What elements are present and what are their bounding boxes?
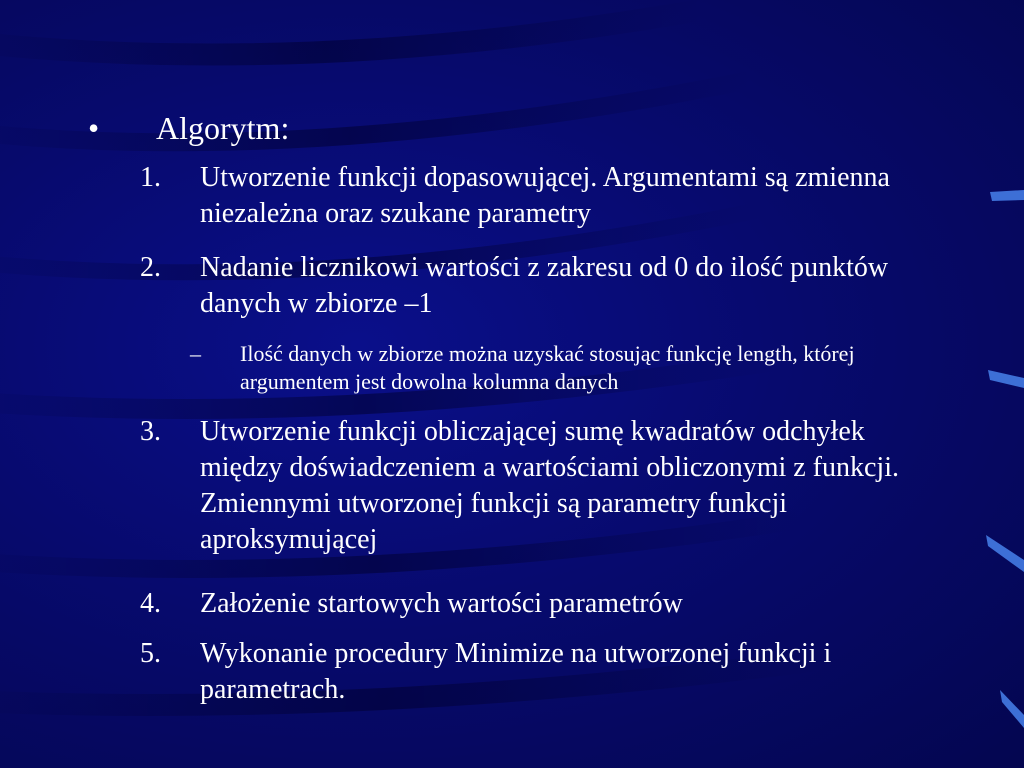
list-item-number: 4. (140, 588, 161, 619)
list-item-number: 1. (140, 162, 161, 193)
list-item-number: 5. (140, 638, 161, 669)
list-item-text: Wykonanie procedury Minimize na utworzonej funkcji i parametrach. (200, 638, 832, 705)
bullet-marker: • (88, 110, 100, 146)
list-item-number: 3. (140, 416, 161, 447)
list-item-text: Utworzenie funkcji dopasowującej. Argumentami są zmienna niezależna oraz szukane parametry (200, 162, 890, 229)
dash-marker: – (190, 341, 201, 366)
list-item-text: Utworzenie funkcji obliczającej sumę kwadratów odchyłek między doświadczeniem a wartościami obliczonymi z funkcji. Zmiennymi utworzonej funkcji są parametry funkcji aproksymującej (200, 416, 899, 555)
list-item-text: Nadanie licznikowi wartości z zakresu od 0 do ilość punktów danych w zbiorze –1 (200, 252, 889, 319)
sub-list-item-text: Ilość danych w zbiorze można uzyskać stosując funkcję length, której argumentem jest dowolna kolumna danych (240, 341, 855, 394)
list-item-number: 2. (140, 252, 161, 283)
list-item-text: Założenie startowych wartości parametrów (200, 588, 683, 619)
slide-heading: Algorytm: (156, 110, 290, 146)
